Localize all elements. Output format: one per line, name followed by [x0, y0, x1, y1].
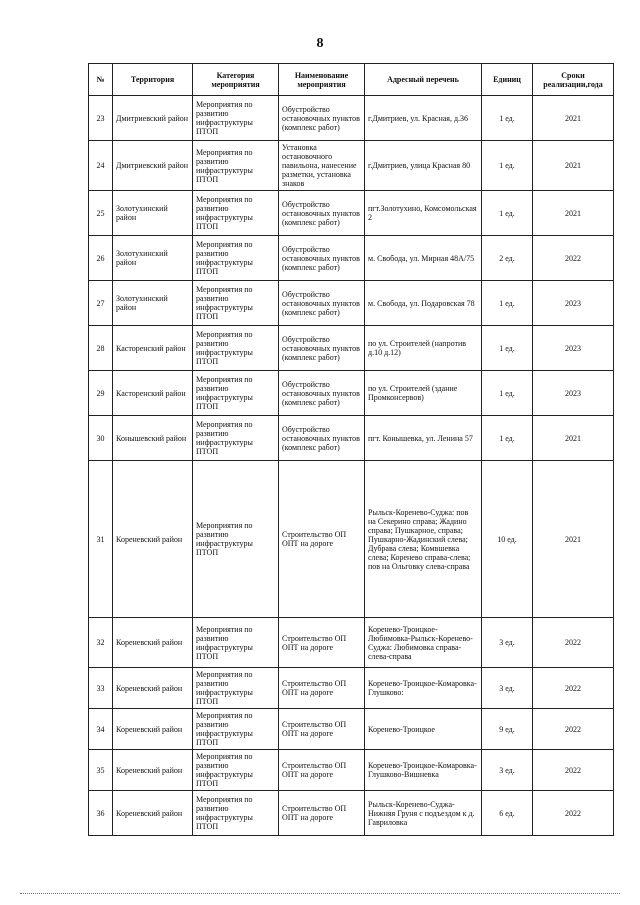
measures-table — [88, 63, 614, 836]
page-number: 8 — [316, 36, 324, 51]
cell-address: Коренево-Троицкое — [365, 709, 482, 750]
header-address: Адресный перечень — [365, 64, 482, 96]
header-territory: Территория — [113, 64, 193, 96]
cell-category: Мероприятия по развитию инфраструктуры ПТОП — [193, 141, 279, 191]
cell-number: 27 — [89, 281, 113, 326]
cell-year: 2021 — [533, 191, 614, 236]
cell-year: 2022 — [533, 668, 614, 709]
cell-category: Мероприятия по развитию инфраструктуры ПТОП — [193, 461, 279, 618]
cell-name: Обустройство остановочных пунктов (комплекс работ) — [279, 326, 365, 371]
cell-address: Рыльск-Коренево-Суджа: пов на Секерино справа; Жадино справа; Пушкарное, справа; Пушкарно-Жадинский слева; Дубрава слева; Комвшевка слева; Коренево справа-слева; пов на Ольговку слева-справа — [365, 461, 482, 618]
cell-number: 30 — [89, 416, 113, 461]
cell-category: Мероприятия по развитию инфраструктуры ПТОП — [193, 371, 279, 416]
cell-category: Мероприятия по развитию инфраструктуры ПТОП — [193, 96, 279, 141]
cell-units: 1 ед. — [482, 281, 533, 326]
table-row — [89, 281, 614, 326]
table-row — [89, 750, 614, 791]
cell-category: Мероприятия по развитию инфраструктуры ПТОП — [193, 281, 279, 326]
cell-address: пгт.Золотухино, Комсомольская 2 — [365, 191, 482, 236]
cell-name: Строительство ОП ОПТ на дороге — [279, 618, 365, 668]
cell-number: 28 — [89, 326, 113, 371]
cell-year: 2021 — [533, 461, 614, 618]
table-row — [89, 618, 614, 668]
cell-category: Мероприятия по развитию инфраструктуры ПТОП — [193, 791, 279, 836]
table-row — [89, 371, 614, 416]
cell-territory: Золотухинский район — [113, 191, 193, 236]
table-row — [89, 416, 614, 461]
cell-name: Обустройство остановочных пунктов (комплекс работ) — [279, 371, 365, 416]
cell-category: Мероприятия по развитию инфраструктуры ПТОП — [193, 236, 279, 281]
header-category: Категория мероприятия — [193, 64, 279, 96]
header-name: Наименование мероприятия — [279, 64, 365, 96]
cell-category: Мероприятия по развитию инфраструктуры ПТОП — [193, 750, 279, 791]
table-row — [89, 668, 614, 709]
cell-name: Строительство ОП ОПТ на дороге — [279, 791, 365, 836]
cell-address: Коренево-Троицкое-Комаровка-Глушково: — [365, 668, 482, 709]
cell-year: 2023 — [533, 371, 614, 416]
cell-address: пгт. Конышевка, ул. Ленина 57 — [365, 416, 482, 461]
table-row — [89, 791, 614, 836]
cell-category: Мероприятия по развитию инфраструктуры ПТОП — [193, 326, 279, 371]
cell-units: 3 ед. — [482, 668, 533, 709]
cell-category: Мероприятия по развитию инфраструктуры ПТОП — [193, 416, 279, 461]
cell-number: 23 — [89, 96, 113, 141]
cell-territory: Кореневский район — [113, 668, 193, 709]
cell-address: г.Дмитриев, улица Красная 80 — [365, 141, 482, 191]
header-years: Сроки реализации,года — [533, 64, 614, 96]
table-row — [89, 326, 614, 371]
cell-units: 1 ед. — [482, 416, 533, 461]
cell-year: 2023 — [533, 281, 614, 326]
scan-bottom-divider — [20, 893, 620, 895]
table-row — [89, 709, 614, 750]
table-row — [89, 191, 614, 236]
table-header-row — [89, 64, 614, 96]
cell-units: 1 ед. — [482, 96, 533, 141]
cell-year: 2022 — [533, 236, 614, 281]
table-row — [89, 236, 614, 281]
cell-territory: Дмитриевский район — [113, 96, 193, 141]
table-row — [89, 461, 614, 618]
cell-name: Обустройство остановочных пунктов (комплекс работ) — [279, 191, 365, 236]
cell-units: 1 ед. — [482, 371, 533, 416]
cell-number: 34 — [89, 709, 113, 750]
cell-units: 3 ед. — [482, 618, 533, 668]
cell-category: Мероприятия по развитию инфраструктуры ПТОП — [193, 668, 279, 709]
cell-territory: Кореневский район — [113, 791, 193, 836]
cell-name: Строительство ОП ОПТ на дороге — [279, 461, 365, 618]
cell-number: 35 — [89, 750, 113, 791]
cell-territory: Касторенский район — [113, 326, 193, 371]
cell-year: 2022 — [533, 791, 614, 836]
cell-number: 32 — [89, 618, 113, 668]
cell-name: Обустройство остановочных пунктов (комплекс работ) — [279, 96, 365, 141]
cell-number: 33 — [89, 668, 113, 709]
header-units: Единиц — [482, 64, 533, 96]
cell-number: 31 — [89, 461, 113, 618]
header-number: № — [89, 64, 113, 96]
table-row — [89, 96, 614, 141]
cell-number: 26 — [89, 236, 113, 281]
cell-name: Установка остановочного павильона, нанесение разметки, установка знаков — [279, 141, 365, 191]
cell-name: Обустройство остановочных пунктов (комплекс работ) — [279, 416, 365, 461]
cell-year: 2021 — [533, 141, 614, 191]
cell-units: 10 ед. — [482, 461, 533, 618]
cell-number: 29 — [89, 371, 113, 416]
cell-year: 2022 — [533, 618, 614, 668]
cell-address: г.Дмитриев, ул. Красная, д.36 — [365, 96, 482, 141]
cell-units: 1 ед. — [482, 326, 533, 371]
cell-territory: Дмитриевский район — [113, 141, 193, 191]
cell-territory: Касторенский район — [113, 371, 193, 416]
cell-address: по ул. Строителей (здание Промконсервов) — [365, 371, 482, 416]
cell-address: Коренево-Троицкое-Любимовка-Рыльск-Коренево-Суджа: Любимовка справа-слева-справа — [365, 618, 482, 668]
cell-territory: Кореневский район — [113, 750, 193, 791]
cell-name: Строительство ОП ОПТ на дороге — [279, 709, 365, 750]
cell-territory: Кореневский район — [113, 709, 193, 750]
cell-name: Обустройство остановочных пунктов (комплекс работ) — [279, 281, 365, 326]
cell-territory: Конышевский район — [113, 416, 193, 461]
cell-units: 1 ед. — [482, 141, 533, 191]
cell-address: Рыльск-Коренево-Суджа-Нижняя Груня с подъездом к д. Гавриловка — [365, 791, 482, 836]
cell-number: 36 — [89, 791, 113, 836]
cell-units: 9 ед. — [482, 709, 533, 750]
cell-number: 24 — [89, 141, 113, 191]
cell-address: м. Свобода, ул. Мирная 48А/75 — [365, 236, 482, 281]
cell-territory: Кореневский район — [113, 461, 193, 618]
cell-number: 25 — [89, 191, 113, 236]
cell-name: Обустройство остановочных пунктов (комплекс работ) — [279, 236, 365, 281]
cell-address: м. Свобода, ул. Подаровская 78 — [365, 281, 482, 326]
cell-territory: Золотухинский район — [113, 236, 193, 281]
cell-units: 3 ед. — [482, 750, 533, 791]
cell-units: 1 ед. — [482, 191, 533, 236]
cell-units: 2 ед. — [482, 236, 533, 281]
cell-category: Мероприятия по развитию инфраструктуры ПТОП — [193, 709, 279, 750]
cell-year: 2022 — [533, 709, 614, 750]
cell-address: по ул. Строителей (напротив д.10 д.12) — [365, 326, 482, 371]
cell-units: 6 ед. — [482, 791, 533, 836]
cell-year: 2022 — [533, 750, 614, 791]
cell-name: Строительство ОП ОПТ на дороге — [279, 668, 365, 709]
cell-address: Коренево-Троицкое-Комаровка-Глушково-Вишневка — [365, 750, 482, 791]
cell-territory: Кореневский район — [113, 618, 193, 668]
cell-category: Мероприятия по развитию инфраструктуры ПТОП — [193, 618, 279, 668]
cell-name: Строительство ОП ОПТ на дороге — [279, 750, 365, 791]
table-row — [89, 141, 614, 191]
cell-year: 2021 — [533, 96, 614, 141]
cell-year: 2023 — [533, 326, 614, 371]
cell-year: 2021 — [533, 416, 614, 461]
cell-category: Мероприятия по развитию инфраструктуры ПТОП — [193, 191, 279, 236]
cell-territory: Золотухинский район — [113, 281, 193, 326]
